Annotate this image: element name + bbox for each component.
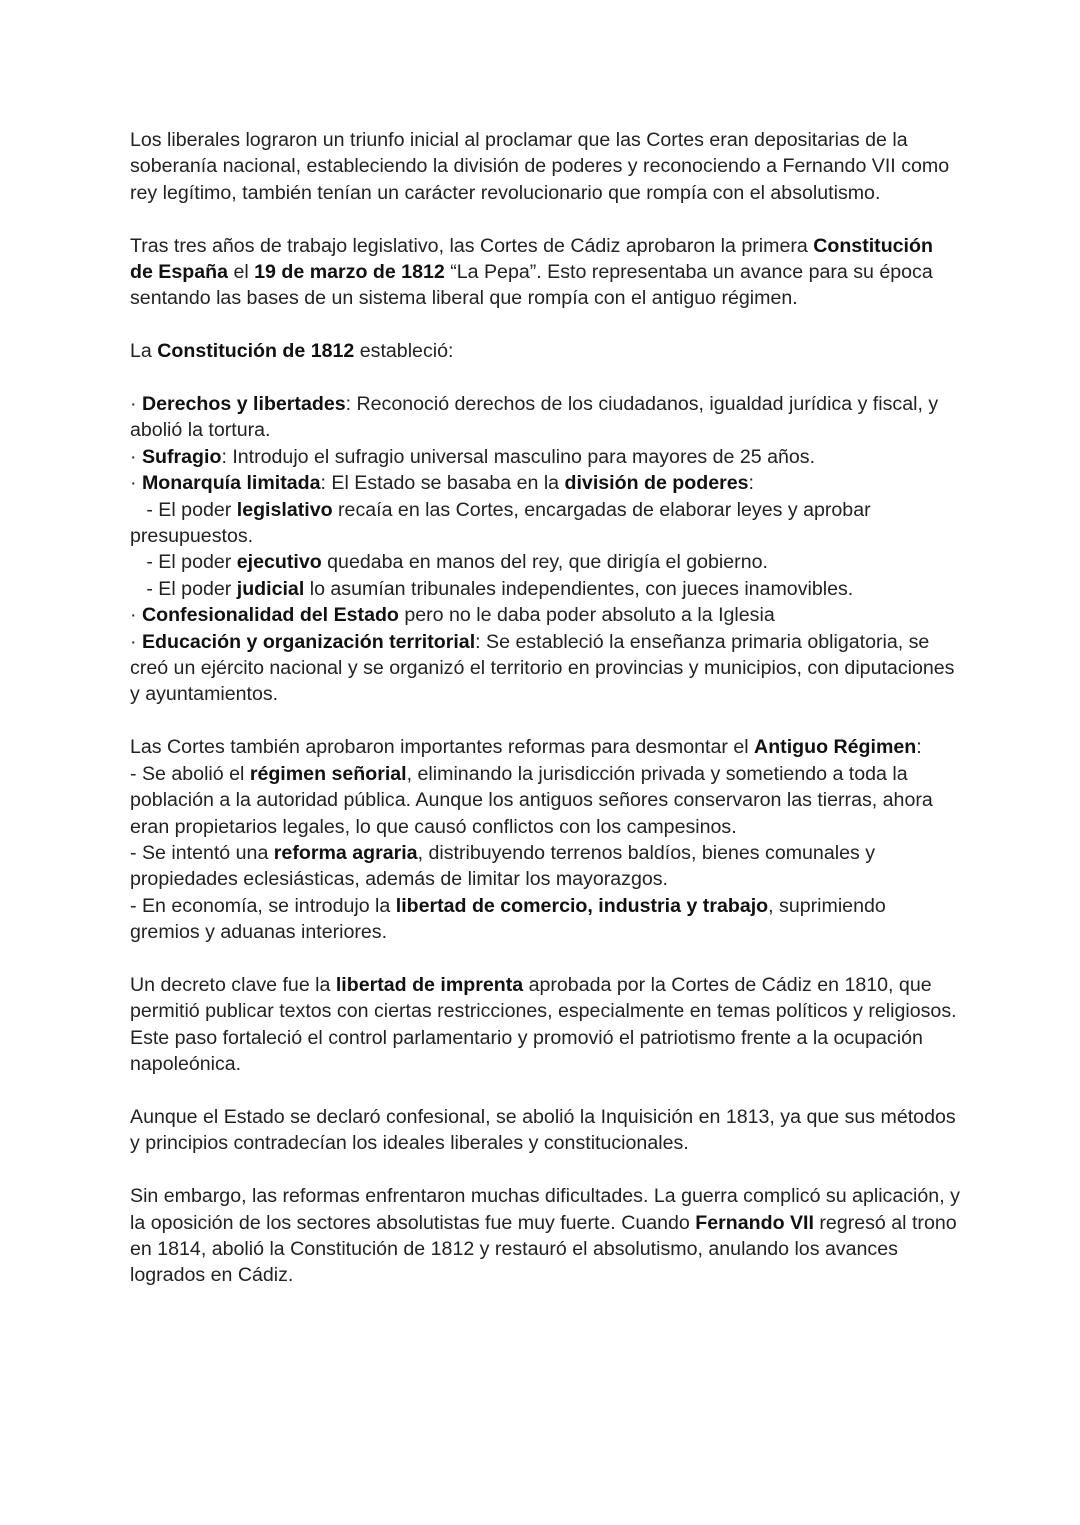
- sub-list-item: [130, 549, 960, 575]
- list-text: - El poder: [146, 577, 237, 600]
- list-text: :: [748, 472, 754, 495]
- paragraph-text: - Se intentó una: [130, 841, 274, 864]
- paragraph-inquisicion: [130, 1104, 960, 1157]
- paragraph-text: - En economía, se introdujo la: [130, 894, 396, 917]
- reform-item: [130, 893, 960, 946]
- paragraph-text: , suprimiendo gremios y aduanas interiores.: [130, 894, 886, 944]
- paragraph-text: , eliminando la jurisdicción privada y sometiendo a toda la población a la autoridad pública. Aunque los antiguos señores conservaron las tierras, ahora eran propietarios legales, lo que causó conflictos con los campesinos.: [130, 762, 933, 838]
- paragraph-text: , distribuyendo terrenos baldíos, bienes comunales y propiedades eclesiásticas, además de limitar los mayorazgos.: [130, 841, 876, 891]
- reform-item: [130, 761, 960, 840]
- paragraph-dificultades: [130, 1183, 960, 1289]
- paragraph-text: Tras tres años de trabajo legislativo, las Cortes de Cádiz aprobaron la primera: [130, 234, 814, 257]
- bold-term: reforma agraria: [273, 841, 418, 864]
- list-item: [130, 470, 960, 496]
- list-text: : El Estado se basaba en la: [320, 472, 565, 495]
- paragraph-text: Aunque el Estado se declaró confesional, se abolió la Inquisición en 1813, ya que sus métodos y principios contradecían los ideales liberales y constitucionales.: [130, 1105, 956, 1155]
- bold-term: régimen señorial: [249, 762, 407, 785]
- bold-term: libertad de comercio, industria y trabajo: [395, 894, 769, 917]
- paragraph-text: estableció:: [354, 340, 454, 363]
- list-text: - El poder: [146, 551, 237, 574]
- list-text: : Se estableció la enseñanza primaria obligatoria, se creó un ejército nacional y se organizó el territorio en provincias y municipios, con diputaciones y ayuntamientos.: [130, 630, 955, 706]
- bold-term: ejecutivo: [236, 551, 322, 574]
- paragraph-text: Sin embargo, las reformas enfrentaron muchas dificultades. La guerra complicó su aplicación, y la oposición de los sectores absolutistas fue muy fuerte. Cuando: [130, 1185, 960, 1234]
- list-text: pero no le daba poder absoluto a la Iglesia: [398, 604, 775, 627]
- paragraph-text: :: [916, 736, 922, 759]
- paragraph-text: Las Cortes también aprobaron importantes reformas para desmontar el: [130, 736, 755, 759]
- sub-list-item: [130, 497, 960, 550]
- bold-term: Educación y organización territorial: [141, 630, 476, 653]
- bullet: ·: [130, 630, 142, 653]
- document-page: [130, 127, 960, 1315]
- list-item: [130, 629, 960, 708]
- bold-term: Constitución de España: [130, 234, 933, 284]
- paragraph-text: Los liberales lograron un triunfo inicial al proclamar que las Cortes eran depositarias de la soberanía nacional, estableciendo la división de poderes y reconociendo a Fernando VII como rey legítimo, también tenían un carácter revolucionario que rompía con el absolutismo.: [130, 129, 950, 204]
- bold-term: Monarquía limitada: [141, 472, 321, 495]
- bold-term: Sufragio: [141, 445, 222, 468]
- bold-term: Confesionalidad del Estado: [141, 604, 399, 627]
- list-text: recaía en las Cortes, encargadas de elaborar leyes y aprobar presupuestos.: [130, 498, 871, 548]
- bullet: ·: [130, 445, 142, 468]
- bold-term: legislativo: [236, 498, 333, 521]
- bullet: ·: [130, 393, 142, 416]
- list-text: : Reconoció derechos de los ciudadanos, igualdad jurídica y fiscal, y abolió la tortura.: [130, 393, 939, 442]
- bold-term: libertad de imprenta: [335, 973, 524, 996]
- bold-term: judicial: [236, 577, 305, 600]
- sub-list-item: [130, 576, 960, 602]
- paragraph-text: Un decreto clave fue la: [130, 973, 336, 996]
- paragraph-text: regresó al trono en 1814, abolió la Constitución de 1812 y restauró el absolutismo, anulando los avances logrados en Cádiz.: [130, 1211, 957, 1287]
- paragraph-text: “La Pepa”. Esto representaba un avance para su época sentando las bases de un sistema liberal que rompía con el antiguo régimen.: [130, 261, 933, 310]
- bold-term: división de poderes: [564, 472, 749, 495]
- paragraph-constitucion-1812: [130, 233, 960, 312]
- reform-intro: [130, 734, 960, 760]
- bold-term: Antiguo Régimen: [754, 736, 917, 759]
- constitution-list: [130, 391, 960, 708]
- paragraph-libertad-imprenta: [130, 972, 960, 1078]
- bold-term: Constitución de 1812: [157, 340, 355, 363]
- bullet: ·: [130, 472, 142, 495]
- reform-item: [130, 840, 960, 893]
- list-text: : Introdujo el sufragio universal masculino para mayores de 25 años.: [221, 445, 816, 468]
- paragraph-cortes-soberania: [130, 127, 960, 206]
- bold-term: Derechos y libertades: [141, 393, 346, 416]
- list-item: [130, 444, 960, 470]
- paragraph-text: el: [228, 261, 255, 284]
- bullet: ·: [130, 604, 142, 627]
- paragraph-text: aprobada por la Cortes de Cádiz en 1810, que permitió publicar textos con ciertas restricciones, especialmente en temas políticos y religiosos. Este paso fortaleció el control parlamentario y promovió el patriotismo frente a la ocupación napoleónica.: [130, 973, 957, 1076]
- bold-term: Fernando VII: [695, 1211, 814, 1234]
- list-text: lo asumían tribunales independientes, con jueces inamovibles.: [304, 577, 854, 600]
- paragraph-constitucion-establecio: [130, 338, 960, 364]
- list-item: [130, 391, 960, 444]
- bold-term: 19 de marzo de 1812: [254, 261, 445, 284]
- paragraph-text: - Se abolió el: [130, 762, 250, 785]
- paragraph-reformas-antiguo-regimen: [130, 734, 960, 945]
- list-text: quedaba en manos del rey, que dirigía el gobierno.: [321, 551, 768, 574]
- list-item: [130, 602, 960, 628]
- list-text: - El poder: [146, 498, 237, 521]
- paragraph-text: La: [130, 340, 158, 363]
